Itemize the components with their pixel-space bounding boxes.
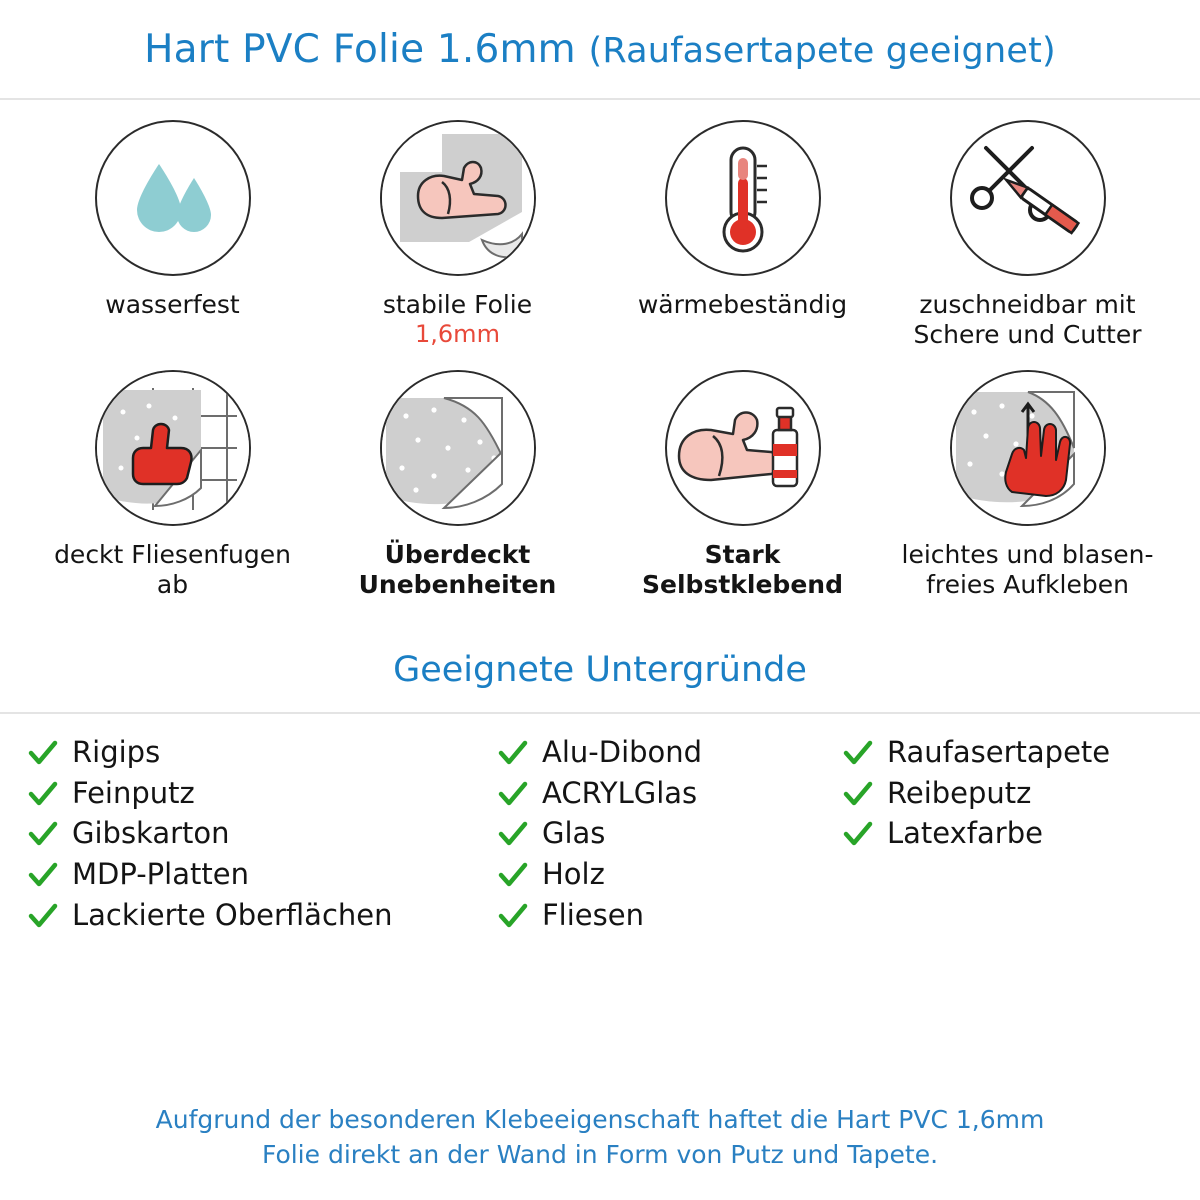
list-item (498, 775, 843, 813)
check-icon (28, 860, 58, 890)
feature-caption (38, 540, 308, 599)
page-title-main: Hart PVC Folie 1.6mm (144, 26, 576, 72)
list-item-label: Latexfarbe (887, 816, 1043, 851)
list-item (843, 775, 1200, 813)
footer-note (0, 1103, 1200, 1172)
checklist-column-2 (498, 734, 843, 934)
list-item-label: Glas (542, 816, 606, 851)
feature-caption-text: Stark Selbstklebend (642, 540, 843, 599)
check-icon (28, 901, 58, 931)
list-item-label: Reibeputz (887, 775, 1032, 810)
feature-caption (323, 540, 593, 599)
check-icon (843, 779, 873, 809)
list-item-label: Gibskarton (72, 816, 230, 851)
list-item-label: Fliesen (542, 897, 644, 932)
checklist-column-1 (28, 734, 498, 934)
checklist-column-3 (843, 734, 1200, 934)
page-title-parenthetical: (Raufasertapete geeignet) (588, 30, 1056, 71)
feature-grid (0, 100, 1200, 620)
thumbs-up-tiles-icon (95, 370, 251, 526)
feature-caption-text: wasserfest (105, 290, 240, 319)
feature-item (30, 370, 315, 620)
feature-caption (893, 290, 1163, 349)
feature-caption (105, 290, 240, 320)
list-item-label: Rigips (72, 735, 161, 769)
check-icon (28, 779, 58, 809)
scissors-cutter-icon (950, 120, 1106, 276)
page-title (144, 27, 1056, 72)
list-item (498, 856, 843, 894)
arm-glue-icon (665, 370, 821, 526)
check-icon (498, 738, 528, 768)
feature-item (600, 370, 885, 620)
list-item (843, 734, 1200, 772)
check-icon (498, 901, 528, 931)
section-header (0, 650, 1200, 714)
check-icon (843, 738, 873, 768)
substrate-checklist (0, 714, 1200, 934)
hand-smoothing-icon (950, 370, 1106, 526)
feature-caption (608, 540, 878, 599)
check-icon (843, 819, 873, 849)
feature-item (600, 120, 885, 370)
list-item (843, 815, 1200, 853)
feature-caption-text: stabile Folie (382, 290, 533, 319)
feature-caption-text: deckt Fliesenfugen ab (54, 540, 291, 599)
check-icon (498, 860, 528, 890)
list-item-label: Alu-Dibond (542, 735, 703, 769)
feature-caption-text: Überdeckt Unebenheiten (358, 540, 557, 599)
feature-caption-text: leichtes und blasen-freies Aufkleben (901, 540, 1154, 599)
list-item (498, 734, 843, 772)
section-title: Geeignete Untergründe (393, 650, 807, 690)
feature-caption (893, 540, 1163, 599)
feature-caption (638, 290, 847, 320)
feature-item (885, 120, 1170, 370)
footer-note-line-1: Aufgrund der besonderen Klebeeigenschaft haftet die Hart PVC 1,6mm (155, 1105, 1045, 1134)
feature-caption-text: wärmebeständig (637, 290, 848, 319)
check-icon (498, 819, 528, 849)
list-item-label: Holz (542, 857, 605, 892)
list-item-label: Raufasertapete (887, 735, 1111, 769)
feature-caption (383, 290, 532, 348)
list-item-label: Feinputz (72, 775, 195, 810)
check-icon (498, 779, 528, 809)
water-drops-icon (95, 120, 251, 276)
foil-peel-icon (380, 370, 536, 526)
list-item (28, 897, 498, 935)
page-header (0, 0, 1200, 100)
feature-item (885, 370, 1170, 620)
feature-item (315, 370, 600, 620)
list-item (28, 815, 498, 853)
feature-caption-text: zuschneidbar mit Schere und Cutter (913, 290, 1142, 349)
check-icon (28, 819, 58, 849)
list-item-label: Lackierte Oberflächen (72, 897, 393, 932)
list-item (28, 775, 498, 813)
list-item (498, 815, 843, 853)
feature-item (315, 120, 600, 370)
strong-arm-foil-icon (380, 120, 536, 276)
feature-caption-sub: 1,6mm (415, 319, 500, 348)
check-icon (28, 738, 58, 768)
footer-note-line-2: Folie direkt an der Wand in Form von Putz und Tapete. (261, 1139, 939, 1169)
list-item-label: MDP-Platten (72, 857, 249, 892)
list-item (28, 856, 498, 894)
thermometer-icon (665, 120, 821, 276)
list-item (28, 734, 498, 772)
list-item-label: ACRYLGlas (542, 775, 698, 810)
feature-item (30, 120, 315, 370)
list-item (498, 897, 843, 935)
